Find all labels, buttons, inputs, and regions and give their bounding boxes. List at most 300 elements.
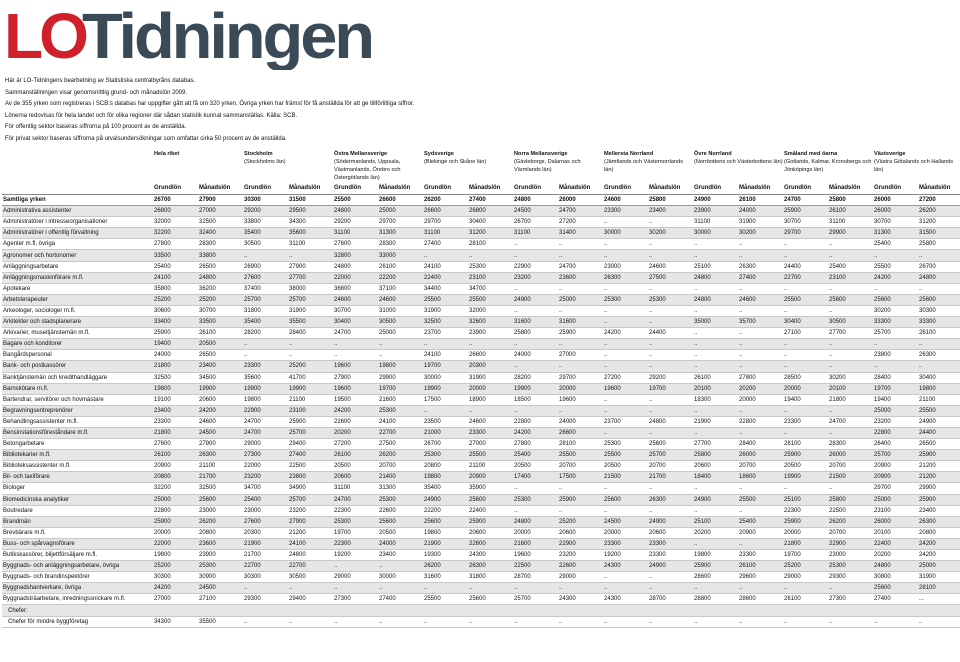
grundlon-cell: 19100 (153, 394, 198, 405)
grundlon-cell: 26000 (873, 206, 918, 217)
manadslon-cell: 24100 (378, 416, 423, 427)
manadslon-cell: .. (648, 250, 693, 261)
grundlon-cell: .. (783, 405, 828, 416)
manadslon-cell: 19700 (648, 383, 693, 394)
region-header (333, 150, 423, 182)
grundlon-cell: 22700 (783, 272, 828, 283)
manadslon-cell: 26300 (198, 450, 243, 461)
grundlon-cell: 20500 (333, 461, 378, 472)
manadslon-cell: .. (648, 339, 693, 350)
manadslon-cell: 25700 (288, 427, 333, 438)
manadslon-cell: .. (738, 616, 783, 627)
grundlon-cell: 19600 (603, 383, 648, 394)
grundlon-cell: 29700 (423, 217, 468, 228)
manadslon-cell: 30000 (378, 572, 423, 583)
occupation-name: Betongarbetare (2, 439, 153, 450)
region-name: Mellersta Norrland (604, 151, 654, 157)
manadslon-cell: .. (828, 305, 873, 316)
manadslon-cell: 20900 (738, 527, 783, 538)
manadslon-cell: 21100 (918, 394, 960, 405)
grundlon-cell: 20800 (153, 472, 198, 483)
manadslon-cell: 34500 (198, 372, 243, 383)
header-blank (2, 150, 153, 182)
grundlon-cell: 25200 (153, 561, 198, 572)
grundlon-cell: .. (783, 583, 828, 594)
grundlon-cell: 26100 (693, 372, 738, 383)
occupation-name: Apotekare (2, 283, 153, 294)
manadslon-cell: 27900 (288, 261, 333, 272)
grundlon-cell: 32200 (153, 228, 198, 239)
region-name: Hela riket (154, 151, 180, 157)
manadslon-cell: 23000 (198, 505, 243, 516)
manadslon-cell: 26000 (738, 450, 783, 461)
grundlon-cell: 25600 (423, 516, 468, 527)
table-row (2, 350, 960, 361)
grundlon-cell: 25000 (873, 405, 918, 416)
grundlon-cell: 19700 (333, 527, 378, 538)
manadslon-cell: .. (738, 250, 783, 261)
grundlon-cell: .. (603, 305, 648, 316)
manadslon-cell: 24200 (918, 538, 960, 549)
grundlon-cell: .. (513, 283, 558, 294)
manadslon-cell: .. (918, 339, 960, 350)
grundlon-cell: 25800 (513, 328, 558, 339)
grundlon-cell: 24200 (513, 427, 558, 438)
manadslon-cell: 25500 (468, 450, 513, 461)
manadslon-cell: 31900 (918, 572, 960, 583)
manadslon-cell: 20600 (648, 527, 693, 538)
grundlon-cell: 23300 (603, 538, 648, 549)
grundlon-cell: .. (513, 616, 558, 627)
grundlon-cell (693, 605, 738, 616)
grundlon-cell: 19200 (333, 550, 378, 561)
region-desc: (Gotlands, Kalmar, Kronobergs och Jönköpings län) (784, 159, 872, 173)
grundlon-cell: 25300 (423, 450, 468, 461)
grundlon-cell: 21800 (153, 361, 198, 372)
manadslon-cell: .. (738, 328, 783, 339)
grundlon-cell: 27600 (243, 272, 288, 283)
grundlon-cell: .. (513, 405, 558, 416)
table-row (2, 239, 960, 250)
grundlon-cell: 22800 (153, 505, 198, 516)
grundlon-cell: 20000 (783, 383, 828, 394)
grundlon-cell: 20100 (873, 527, 918, 538)
manadslon-cell: 28600 (738, 594, 783, 605)
manadslon-cell: 18600 (738, 472, 783, 483)
manadslon-cell: 27900 (198, 195, 243, 206)
manadslon-cell: 27200 (918, 195, 960, 206)
manadslon-cell: 20500 (198, 339, 243, 350)
table-row (2, 394, 960, 405)
grundlon-cell: 33500 (153, 250, 198, 261)
grundlon-cell: 30000 (693, 228, 738, 239)
grundlon-cell: .. (333, 339, 378, 350)
grundlon-cell: .. (693, 427, 738, 438)
grundlon-cell: 19600 (513, 550, 558, 561)
manadslon-cell: 41700 (288, 372, 333, 383)
grundlon-cell: 27000 (153, 594, 198, 605)
grundlon-cell: 23300 (783, 416, 828, 427)
manadslon-cell: 25600 (468, 494, 513, 505)
grundlon-label: Grundlön (693, 182, 738, 195)
manadslon-cell: 24000 (558, 416, 603, 427)
grundlon-cell: 26900 (243, 261, 288, 272)
manadslon-cell (918, 605, 960, 616)
manadslon-cell: 23400 (378, 550, 423, 561)
manadslon-cell: 30200 (828, 372, 873, 383)
table-row (2, 427, 960, 438)
table-row (2, 283, 960, 294)
grundlon-cell: 34700 (243, 483, 288, 494)
grundlon-cell: 25400 (243, 494, 288, 505)
manadslon-cell: 24700 (828, 416, 873, 427)
grundlon-cell: .. (693, 616, 738, 627)
manadslon-cell: 21500 (828, 472, 873, 483)
manadslon-cell: 25300 (378, 494, 423, 505)
grundlon-cell: 24900 (513, 294, 558, 305)
grundlon-label: Grundlön (423, 182, 468, 195)
manadslon-cell: 25600 (828, 294, 873, 305)
grundlon-cell: 19800 (693, 550, 738, 561)
note-line: Sammanställningen visar genomsnittlig grund- och månadslön 2009. (5, 89, 188, 96)
manadslon-cell (828, 605, 873, 616)
grundlon-cell: .. (603, 505, 648, 516)
manadslon-cell: 31200 (468, 228, 513, 239)
manadslon-label: Månadslön (198, 182, 243, 195)
occupation-name: Anläggningsmaskinförare m.fl. (2, 272, 153, 283)
grundlon-cell: 25900 (153, 328, 198, 339)
grundlon-cell: 22300 (333, 538, 378, 549)
logo-tidningen: Tidningen (82, 2, 372, 70)
grundlon-cell: 27200 (603, 372, 648, 383)
manadslon-cell: 27700 (288, 272, 333, 283)
grundlon-cell: .. (603, 361, 648, 372)
manadslon-cell: 23900 (198, 550, 243, 561)
grundlon-cell: .. (243, 616, 288, 627)
manadslon-cell: .. (738, 583, 783, 594)
manadslon-cell: .. (828, 405, 873, 416)
manadslon-cell: 27400 (738, 272, 783, 283)
manadslon-cell (738, 605, 783, 616)
manadslon-label: Månadslön (828, 182, 873, 195)
occupation-name: Anläggningsarbetare (2, 261, 153, 272)
grundlon-cell: .. (693, 583, 738, 594)
table-row (2, 561, 960, 572)
occupation-name: Agronomer och hortonomer (2, 250, 153, 261)
table-row (2, 450, 960, 461)
manadslon-cell: 25500 (918, 405, 960, 416)
lo-tidningen-logo (4, 2, 376, 70)
grundlon-cell: 26300 (603, 272, 648, 283)
manadslon-cell: 24900 (648, 561, 693, 572)
logo-lo: LO (4, 2, 85, 70)
table-row (2, 472, 960, 483)
manadslon-cell: 31000 (378, 305, 423, 316)
manadslon-cell: 25000 (918, 561, 960, 572)
manadslon-cell: 23100 (288, 405, 333, 416)
manadslon-cell: .. (918, 283, 960, 294)
grundlon-cell: 29000 (783, 572, 828, 583)
manadslon-cell: 23200 (288, 505, 333, 516)
table-row (2, 416, 960, 427)
grundlon-cell: 23200 (873, 416, 918, 427)
region-header (153, 150, 243, 182)
grundlon-cell: 25900 (693, 561, 738, 572)
manadslon-cell: .. (558, 361, 603, 372)
grundlon-cell: 27300 (333, 594, 378, 605)
manadslon-cell: 20700 (558, 461, 603, 472)
occupation-name: Biologer (2, 483, 153, 494)
manadslon-cell: 31400 (558, 228, 603, 239)
region-name: Småland med öarna (784, 151, 838, 157)
manadslon-cell: 20900 (468, 472, 513, 483)
manadslon-cell (378, 605, 423, 616)
manadslon-cell: 29900 (918, 483, 960, 494)
grundlon-cell: 25300 (333, 516, 378, 527)
table-row (2, 516, 960, 527)
manadslon-cell: .. (738, 427, 783, 438)
manadslon-cell: 25800 (918, 239, 960, 250)
grundlon-label: Grundlön (603, 182, 648, 195)
column-label-row (2, 182, 960, 195)
grundlon-cell: 26000 (873, 195, 918, 206)
occupation-name: Byggnadsträarbetare, inredningssnickare m.fl. (2, 594, 153, 605)
grundlon-cell: .. (783, 427, 828, 438)
manadslon-cell: 27400 (468, 195, 513, 206)
manadslon-cell: 20700 (828, 527, 873, 538)
grundlon-cell: 29300 (243, 594, 288, 605)
manadslon-cell: 30200 (648, 228, 693, 239)
manadslon-cell: .. (648, 583, 693, 594)
grundlon-cell: 24500 (603, 516, 648, 527)
manadslon-cell: 26100 (828, 206, 873, 217)
manadslon-cell: 21700 (648, 472, 693, 483)
grundlon-cell: .. (783, 350, 828, 361)
region-header (423, 150, 513, 182)
manadslon-cell: 33000 (378, 250, 423, 261)
grundlon-cell: 32500 (423, 317, 468, 328)
grundlon-cell: 32000 (153, 217, 198, 228)
occupation-name: Biomedicinska analytiker (2, 494, 153, 505)
manadslon-cell: 31300 (378, 228, 423, 239)
grundlon-cell: 22300 (333, 505, 378, 516)
grundlon-cell: 25100 (693, 516, 738, 527)
grundlon-cell: 25900 (783, 450, 828, 461)
manadslon-label: Månadslön (468, 182, 513, 195)
manadslon-cell: .. (468, 616, 513, 627)
note-line: För privat sektor baseras siffrorna på urvalsundersökningar som omfattar cirka 50 procent av de anställda. (5, 135, 287, 142)
grundlon-cell (783, 605, 828, 616)
manadslon-cell: 27800 (738, 372, 783, 383)
manadslon-cell: 19900 (198, 383, 243, 394)
manadslon-cell: 30500 (828, 317, 873, 328)
manadslon-cell: .. (828, 239, 873, 250)
manadslon-cell: 29600 (738, 572, 783, 583)
grundlon-cell: 24900 (693, 494, 738, 505)
grundlon-cell: .. (603, 583, 648, 594)
grundlon-cell: 26400 (873, 439, 918, 450)
manadslon-cell: 23000 (828, 550, 873, 561)
table-row (2, 572, 960, 583)
grundlon-cell: 19200 (603, 550, 648, 561)
occupation-name: Agenter m.fl, övriga (2, 239, 153, 250)
grundlon-cell: 30800 (873, 572, 918, 583)
grundlon-cell: .. (693, 350, 738, 361)
grundlon-cell: 25400 (153, 261, 198, 272)
manadslon-cell: 21700 (198, 472, 243, 483)
manadslon-cell: 22700 (288, 561, 333, 572)
manadslon-cell: 25300 (648, 294, 693, 305)
manadslon-cell: 24300 (558, 594, 603, 605)
manadslon-cell: 24900 (648, 516, 693, 527)
grundlon-cell: .. (603, 350, 648, 361)
manadslon-cell: 29300 (828, 572, 873, 583)
grundlon-cell: 17500 (423, 394, 468, 405)
manadslon-cell: .. (378, 339, 423, 350)
occupation-name: Brandmän (2, 516, 153, 527)
manadslon-cell: 26000 (558, 195, 603, 206)
manadslon-label: Månadslön (648, 182, 693, 195)
manadslon-cell: 24000 (378, 538, 423, 549)
grundlon-cell: 25000 (873, 494, 918, 505)
grundlon-cell: 26600 (423, 206, 468, 217)
manadslon-cell: 20100 (828, 383, 873, 394)
manadslon-cell: 19800 (378, 361, 423, 372)
region-header (513, 150, 603, 182)
grundlon-cell: .. (243, 250, 288, 261)
grundlon-cell: 27800 (513, 439, 558, 450)
manadslon-label: Månadslön (918, 182, 960, 195)
manadslon-cell: 26100 (738, 195, 783, 206)
region-name: Norra Mellansverige (514, 151, 568, 157)
manadslon-cell: 29700 (378, 217, 423, 228)
grundlon-cell: 37400 (243, 283, 288, 294)
manadslon-cell: .. (288, 339, 333, 350)
occupation-name: Bensinstationsföreståndare m.fl. (2, 427, 153, 438)
occupation-name: Chefer för mindre byggföretag (2, 616, 153, 627)
manadslon-cell: 26200 (198, 516, 243, 527)
grundlon-cell: .. (783, 250, 828, 261)
grundlon-cell: .. (693, 339, 738, 350)
occupation-name: Butikskassörer, biljettförsäljare m.fl. (2, 550, 153, 561)
grundlon-cell: .. (333, 616, 378, 627)
manadslon-cell: 25000 (378, 206, 423, 217)
grundlon-cell: 32500 (153, 372, 198, 383)
grundlon-cell: .. (513, 339, 558, 350)
manadslon-cell: 25200 (198, 294, 243, 305)
grundlon-cell: 18500 (513, 394, 558, 405)
grundlon-cell: 24700 (243, 416, 288, 427)
occupation-name: Byggnads- och anläggningsarbetare, övriga (2, 561, 153, 572)
manadslon-cell: 19600 (558, 394, 603, 405)
grundlon-cell: 25100 (693, 261, 738, 272)
manadslon-cell: 21600 (378, 394, 423, 405)
grundlon-cell: 24700 (243, 427, 288, 438)
grundlon-cell: .. (243, 583, 288, 594)
occupation-name: Arkitekter och stadsplanerare (2, 317, 153, 328)
grundlon-cell (423, 605, 468, 616)
manadslon-cell: .. (468, 583, 513, 594)
manadslon-cell: .. (558, 583, 603, 594)
grundlon-cell: 30700 (873, 217, 918, 228)
grundlon-cell: 20200 (873, 550, 918, 561)
grundlon-cell: 32800 (333, 250, 378, 261)
manadslon-cell: 24500 (198, 427, 243, 438)
manadslon-cell: 28300 (198, 239, 243, 250)
grundlon-cell: 19900 (513, 383, 558, 394)
manadslon-cell: 24200 (198, 405, 243, 416)
grundlon-cell: .. (333, 583, 378, 594)
manadslon-cell (648, 605, 693, 616)
manadslon-cell (288, 605, 333, 616)
manadslon-cell: 19700 (378, 383, 423, 394)
grundlon-cell (333, 605, 378, 616)
grundlon-cell: .. (243, 339, 288, 350)
grundlon-cell: 17400 (513, 472, 558, 483)
manadslon-cell: 21400 (378, 472, 423, 483)
manadslon-cell: 31300 (378, 483, 423, 494)
manadslon-cell: 26600 (468, 350, 513, 361)
manadslon-cell: 22200 (378, 272, 423, 283)
manadslon-cell: 26500 (198, 350, 243, 361)
grundlon-cell: .. (783, 239, 828, 250)
grundlon-cell: 25800 (693, 450, 738, 461)
manadslon-cell: 26200 (378, 450, 423, 461)
grundlon-cell: .. (693, 305, 738, 316)
manadslon-cell: 27200 (558, 217, 603, 228)
manadslon-cell: 33500 (198, 317, 243, 328)
manadslon-cell: 24700 (558, 261, 603, 272)
grundlon-cell: .. (783, 616, 828, 627)
manadslon-cell: 35700 (738, 317, 783, 328)
grundlon-cell: 20500 (603, 461, 648, 472)
manadslon-cell: 31500 (288, 195, 333, 206)
manadslon-cell: .. (828, 361, 873, 372)
grundlon-cell: .. (243, 350, 288, 361)
grundlon-cell: 29000 (333, 572, 378, 583)
occupation-name: Bagare och konditorer (2, 339, 153, 350)
table-row (2, 527, 960, 538)
manadslon-cell: 30700 (198, 305, 243, 316)
grundlon-cell: 30000 (603, 228, 648, 239)
manadslon-cell: 26200 (918, 206, 960, 217)
manadslon-cell: 35500 (288, 317, 333, 328)
manadslon-cell: 21100 (198, 461, 243, 472)
table-row (2, 383, 960, 394)
grundlon-cell: 20200 (693, 527, 738, 538)
grundlon-cell: .. (693, 538, 738, 549)
grundlon-cell: 24500 (513, 206, 558, 217)
grundlon-cell: 28600 (693, 572, 738, 583)
grundlon-cell: 24300 (603, 594, 648, 605)
manadslon-cell: 27900 (288, 516, 333, 527)
grundlon-cell: 29200 (333, 217, 378, 228)
grundlon-cell: .. (693, 283, 738, 294)
manadslon-cell: 33800 (198, 250, 243, 261)
manadslon-cell: 33300 (918, 317, 960, 328)
manadslon-cell: .. (378, 350, 423, 361)
grundlon-cell: 30300 (243, 572, 288, 583)
manadslon-cell: 25000 (558, 294, 603, 305)
manadslon-cell: 25900 (468, 516, 513, 527)
manadslon-cell: .. (468, 405, 513, 416)
grundlon-cell: 26700 (153, 195, 198, 206)
manadslon-cell: 29400 (288, 594, 333, 605)
manadslon-cell: 25800 (828, 195, 873, 206)
grundlon-cell: 31100 (513, 228, 558, 239)
grundlon-cell: 26000 (873, 516, 918, 527)
grundlon-cell: 20600 (693, 461, 738, 472)
